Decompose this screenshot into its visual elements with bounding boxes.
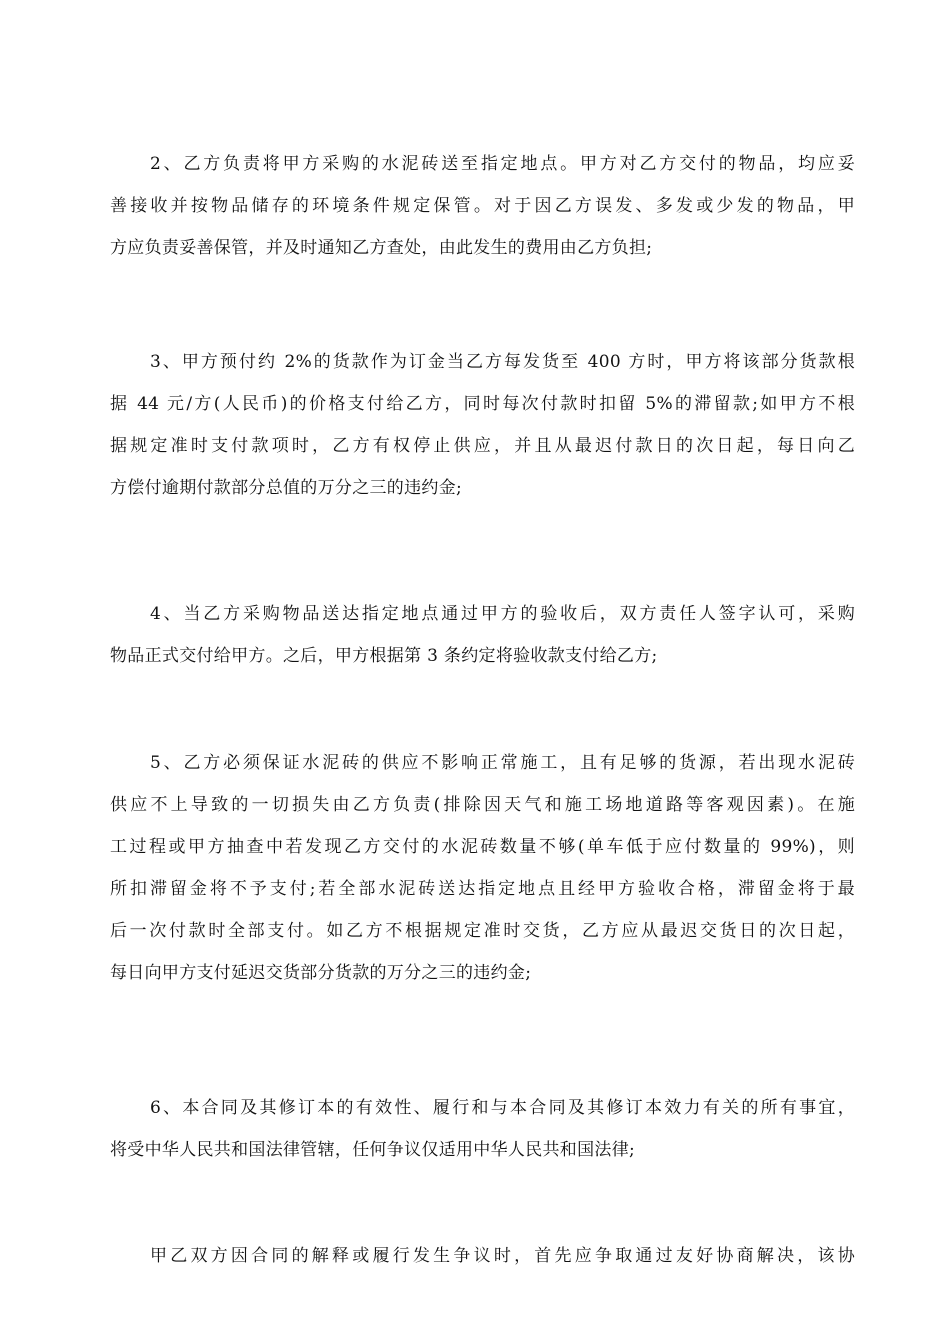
text-line: 物品正式交付给甲方。之后，甲方根据第 3 条约定将验收款支付给乙方;: [110, 646, 658, 666]
text-line: 将受中华人民共和国法律管辖，任何争议仅适用中华人民共和国法律;: [110, 1140, 636, 1160]
dispute-resolution-paragraph: [110, 1235, 855, 1277]
text-line: 3、甲方预付约 2%的货款作为订金当乙方每发货至 400 方时，甲方将该部分货款根: [150, 352, 855, 372]
clause-2-paragraph: [110, 143, 855, 269]
text-line: 所扣滞留金将不予支付;若全部水泥砖送达指定地点且经甲方验收合格，滞留金将于最: [110, 879, 855, 899]
text-line: 6、本合同及其修订本的有效性、履行和与本合同及其修订本效力有关的所有事宜，: [150, 1098, 855, 1118]
text-line: 工过程或甲方抽查中若发现乙方交付的水泥砖数量不够(单车低于应付数量的 99%)，则: [110, 837, 855, 857]
clause-3-paragraph: [110, 341, 855, 509]
text-line: 2、乙方负责将甲方采购的水泥砖送至指定地点。甲方对乙方交付的物品，均应妥: [150, 154, 855, 174]
text-line: 据规定准时支付款项时，乙方有权停止供应，并且从最迟付款日的次日起，每日向乙: [110, 436, 855, 456]
text-line: 据 44 元/方(人民币)的价格支付给乙方，同时每次付款时扣留 5%的滞留款;如甲方不根: [110, 394, 855, 414]
text-line: 供应不上导致的一切损失由乙方负责(排除因天气和施工场地道路等客观因素)。在施: [110, 795, 855, 815]
text-line: 善接收并按物品储存的环境条件规定保管。对于因乙方误发、多发或少发的物品，甲: [110, 196, 855, 216]
text-line: 方应负责妥善保管，并及时通知乙方查处，由此发生的费用由乙方负担;: [110, 238, 653, 258]
text-line: 甲乙双方因合同的解释或履行发生争议时，首先应争取通过友好协商解决，该协: [150, 1246, 855, 1266]
text-line: 方偿付逾期付款部分总值的万分之三的违约金;: [110, 478, 463, 498]
clause-4-paragraph: [110, 593, 855, 677]
text-line: 后一次付款时全部支付。如乙方不根据规定准时交货，乙方应从最迟交货日的次日起，: [110, 921, 855, 941]
text-line: 4、当乙方采购物品送达指定地点通过甲方的验收后，双方责任人签字认可，采购: [150, 604, 855, 624]
clause-5-paragraph: [110, 742, 855, 994]
text-line: 5、乙方必须保证水泥砖的供应不影响正常施工，且有足够的货源，若出现水泥砖: [150, 753, 855, 773]
text-line: 每日向甲方支付延迟交货部分货款的万分之三的违约金;: [110, 963, 532, 983]
clause-6-paragraph: [110, 1087, 855, 1171]
